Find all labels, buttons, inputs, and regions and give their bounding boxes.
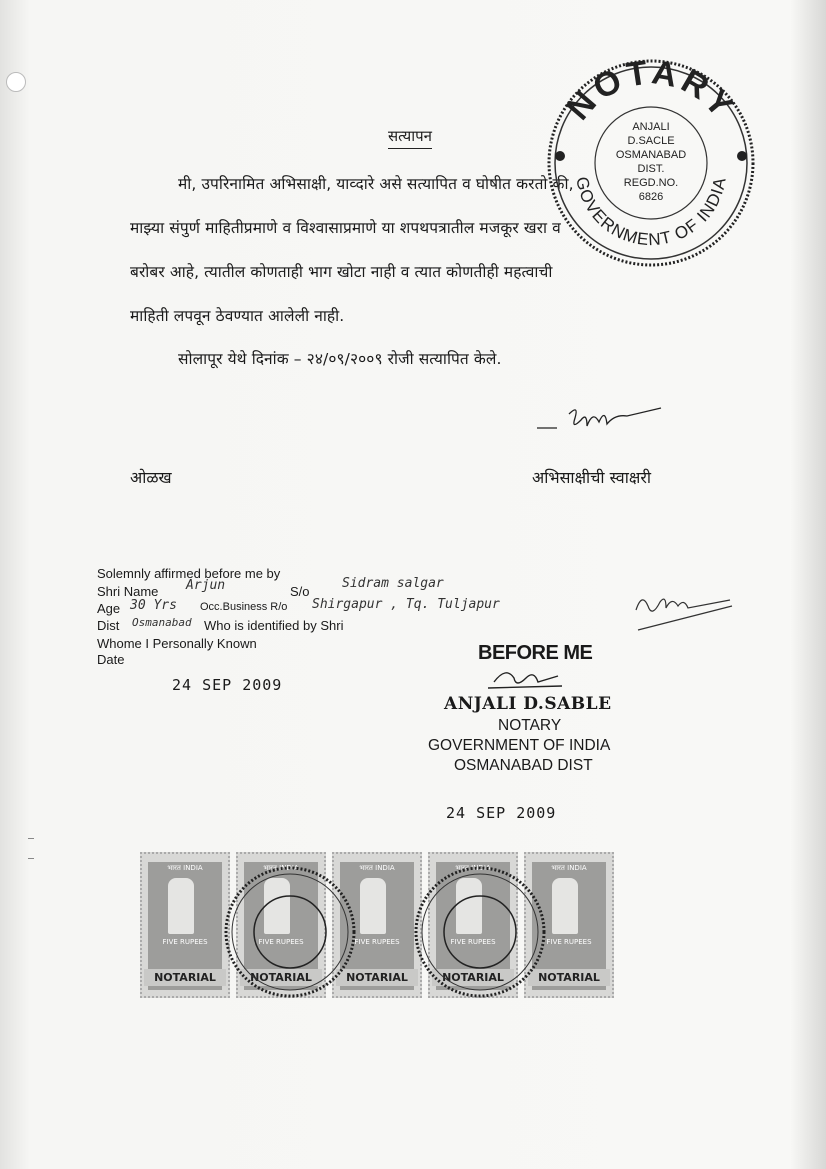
stamp-label: NOTARIAL: [240, 969, 322, 986]
paragraph-line: मी, उपरिनामित अभिसाक्षी, याव्दारे असे सत्यापित व घोषीत करतो की,: [178, 175, 574, 193]
stamp-label: NOTARIAL: [432, 969, 514, 986]
occupation-label: Occ.Business R/o: [200, 601, 288, 613]
identified-text: Who is identified by Shri: [204, 618, 344, 633]
age-value: 30 Yrs: [130, 598, 177, 613]
before-me-heading: BEFORE ME: [478, 642, 593, 664]
paragraph-line: माहिती लपवून ठेवण्यात आलेली नाही.: [130, 307, 345, 325]
paragraph-line: बरोबर आहे, त्यातील कोणताही भाग खोटा नाही व त्यात कोणतीही महत्वाची: [130, 263, 553, 281]
stamp-value: FIVE RUPEES: [450, 938, 496, 946]
deponent-signature: [535, 400, 665, 440]
stamp-label: NOTARIAL: [336, 969, 418, 986]
emblem-icon: [168, 878, 194, 934]
notarial-stamp: [140, 852, 230, 998]
emblem-icon: [360, 878, 386, 934]
notary-title: NOTARY: [498, 717, 562, 734]
seal-line: D.SACLE: [627, 135, 675, 147]
age-label: Age: [97, 601, 121, 616]
seal-line: OSMANABAD: [615, 149, 687, 161]
name-label: Shri Name: [97, 584, 159, 599]
dist-label: Dist: [97, 618, 120, 633]
seal-line: 6826: [638, 191, 664, 203]
known-line: Whome I Personally Known: [97, 636, 257, 651]
cancellation-seal: [410, 862, 550, 1002]
so-label: S/o: [290, 584, 310, 599]
notary-government: GOVERNMENT OF INDIA: [428, 737, 611, 754]
affirmation-line: Solemnly affirmed before me by: [97, 566, 281, 581]
seal-bottom-text: GOVERNMENT OF INDIA: [572, 175, 730, 250]
affirmation-date-stamp: 24 SEP 2009: [172, 676, 283, 694]
identity-label: ओळख: [130, 468, 172, 487]
date-label: Date: [97, 652, 125, 667]
seal-line: REGD.NO.: [623, 177, 679, 189]
second-signature: [632, 588, 736, 634]
notarial-stamps-strip: [140, 852, 614, 1002]
seal-top-text: NOTARY: [559, 58, 743, 128]
cancellation-seal: [220, 862, 360, 1002]
stamp-label: NOTARIAL: [528, 969, 610, 986]
stamp-label: NOTARIAL: [144, 969, 226, 986]
signature-label: अभिसाक्षीची स्वाक्षरी: [532, 468, 652, 487]
paragraph-line: माझ्या संपुर्ण माहितीप्रमाणे व विश्वासाप्रमाणे या शपथपत्रातील मजकूर खरा व: [130, 219, 561, 237]
margin-mark: [28, 838, 34, 839]
name-value: Arjun: [186, 578, 226, 593]
notary-district: OSMANABAD DIST: [454, 757, 593, 774]
stamp-country: भारत INDIA: [359, 864, 395, 872]
place-date-line: सोलापूर येथे दिनांक – २४/०९/२००९ रोजी सत्यापित केले.: [178, 350, 502, 368]
emblem-icon: [552, 878, 578, 934]
dist-value: Osmanabad: [132, 616, 192, 629]
stamp-country: भारत INDIA: [455, 864, 491, 872]
stamp-value: FIVE RUPEES: [354, 938, 400, 946]
seal-line: DIST.: [637, 163, 665, 175]
stamp-value: FIVE RUPEES: [162, 938, 208, 946]
svg-text:NOTARY: [559, 58, 743, 127]
margin-mark: [28, 858, 34, 859]
stamp-value: FIVE RUPEES: [546, 938, 592, 946]
stamp-value: FIVE RUPEES: [258, 938, 304, 946]
notary-signature: [486, 664, 566, 694]
notary-name: ANJALI D.SABLE: [444, 694, 612, 714]
punch-hole: [6, 72, 26, 92]
document-title: सत्यापन: [388, 126, 432, 149]
father-value: Sidram salgar: [342, 576, 444, 591]
stamp-country: भारत INDIA: [551, 864, 587, 872]
notary-seal: [546, 58, 756, 268]
residence-value: Shirgapur , Tq. Tuljapur: [312, 597, 500, 612]
stamp-country: भारत INDIA: [263, 864, 299, 872]
seal-line: ANJALI: [632, 121, 670, 133]
stamp-country: भारत INDIA: [167, 864, 203, 872]
notary-date-stamp: 24 SEP 2009: [446, 804, 557, 822]
